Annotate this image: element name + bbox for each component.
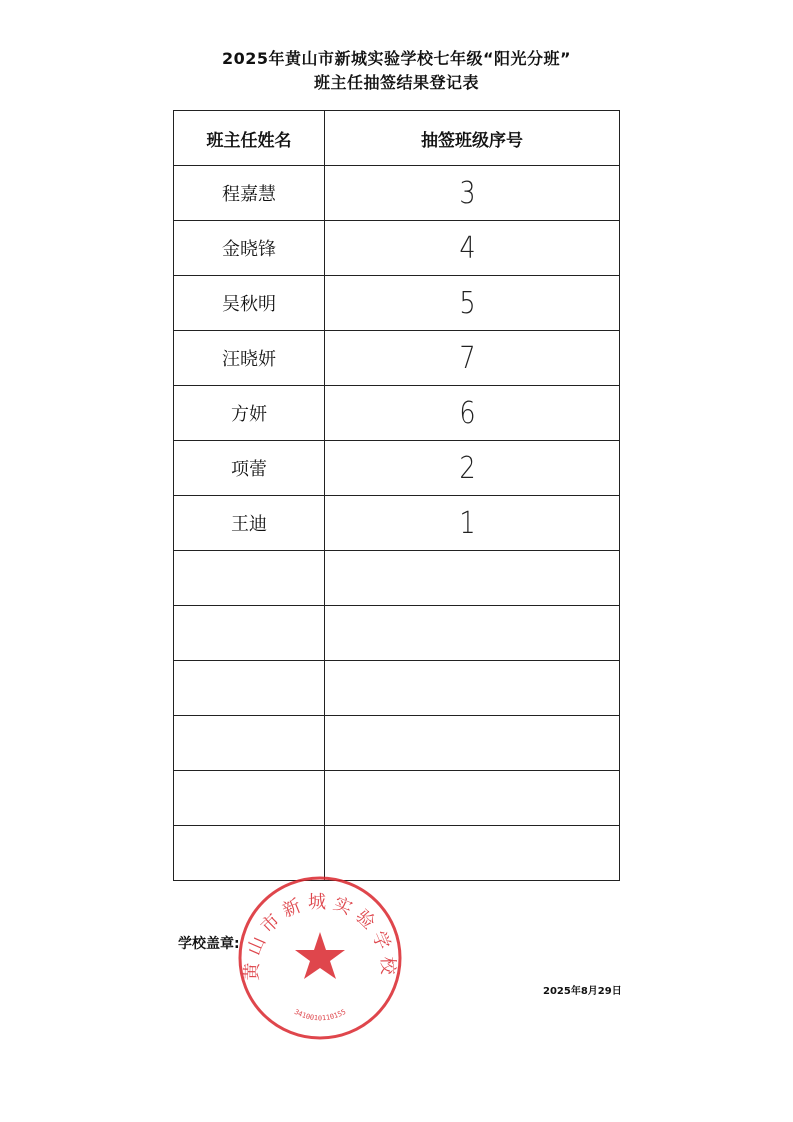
class-number-cell [325,716,620,771]
teacher-name-cell [174,661,325,716]
table-row [174,276,620,331]
teacher-name-cell: 金晓锋 [174,221,325,276]
table-row [174,441,620,496]
seal-code: 3410010110155 [292,1007,348,1023]
teacher-name-cell: 汪晓妍 [174,331,325,386]
table-row [174,166,620,221]
handwritten-number: 3 [459,175,477,211]
table-row [174,826,620,881]
class-number-cell [325,276,620,331]
school-seal-stamp [236,874,404,1042]
class-number-cell [325,551,620,606]
seal-text: 黄山市新城实验学校 [241,891,399,981]
class-number-cell [325,221,620,276]
teacher-name-cell [174,771,325,826]
teacher-name-cell [174,716,325,771]
teacher-name-cell: 王迪 [174,496,325,551]
teacher-name-cell: 方妍 [174,386,325,441]
class-number-cell [325,331,620,386]
class-number-cell [325,386,620,441]
teacher-name-cell: 程嘉慧 [174,166,325,221]
table-row [174,716,620,771]
table-row [174,771,620,826]
class-number-cell [325,606,620,661]
table-row [174,221,620,276]
table-row [174,386,620,441]
class-number-cell [325,661,620,716]
class-number-cell [325,166,620,221]
handwritten-number: 7 [459,340,477,376]
table-row [174,331,620,386]
table-header-row [174,111,620,166]
table-row [174,606,620,661]
teacher-name-cell: 项蕾 [174,441,325,496]
school-seal-label: 学校盖章: [178,936,240,952]
star-icon [295,932,345,979]
class-number-cell [325,441,620,496]
class-number-cell [325,496,620,551]
table-row [174,551,620,606]
teacher-name-cell [174,826,325,881]
teacher-name-cell [174,606,325,661]
handwritten-number: 4 [459,230,477,266]
header-teacher-name: 班主任姓名 [174,111,325,166]
document-date: 2025年8月29日 [543,986,622,997]
svg-text:3410010110155 [293,1008,347,1022]
document-title-line-1: 2025年黄山市新城实验学校七年级“阳光分班” [221,49,572,68]
table-row [174,496,620,551]
header-class-number: 抽签班级序号 [325,111,620,166]
class-number-cell [325,771,620,826]
handwritten-number: 6 [459,395,477,431]
table-row [174,661,620,716]
class-number-cell [325,826,620,881]
teacher-name-cell [174,551,325,606]
document-title-line-2: 班主任抽签结果登记表 [313,73,479,92]
registration-table [173,110,620,881]
handwritten-number: 2 [459,450,477,486]
handwritten-number: 1 [459,505,477,541]
handwritten-number: 5 [459,285,477,321]
teacher-name-cell: 吴秋明 [174,276,325,331]
